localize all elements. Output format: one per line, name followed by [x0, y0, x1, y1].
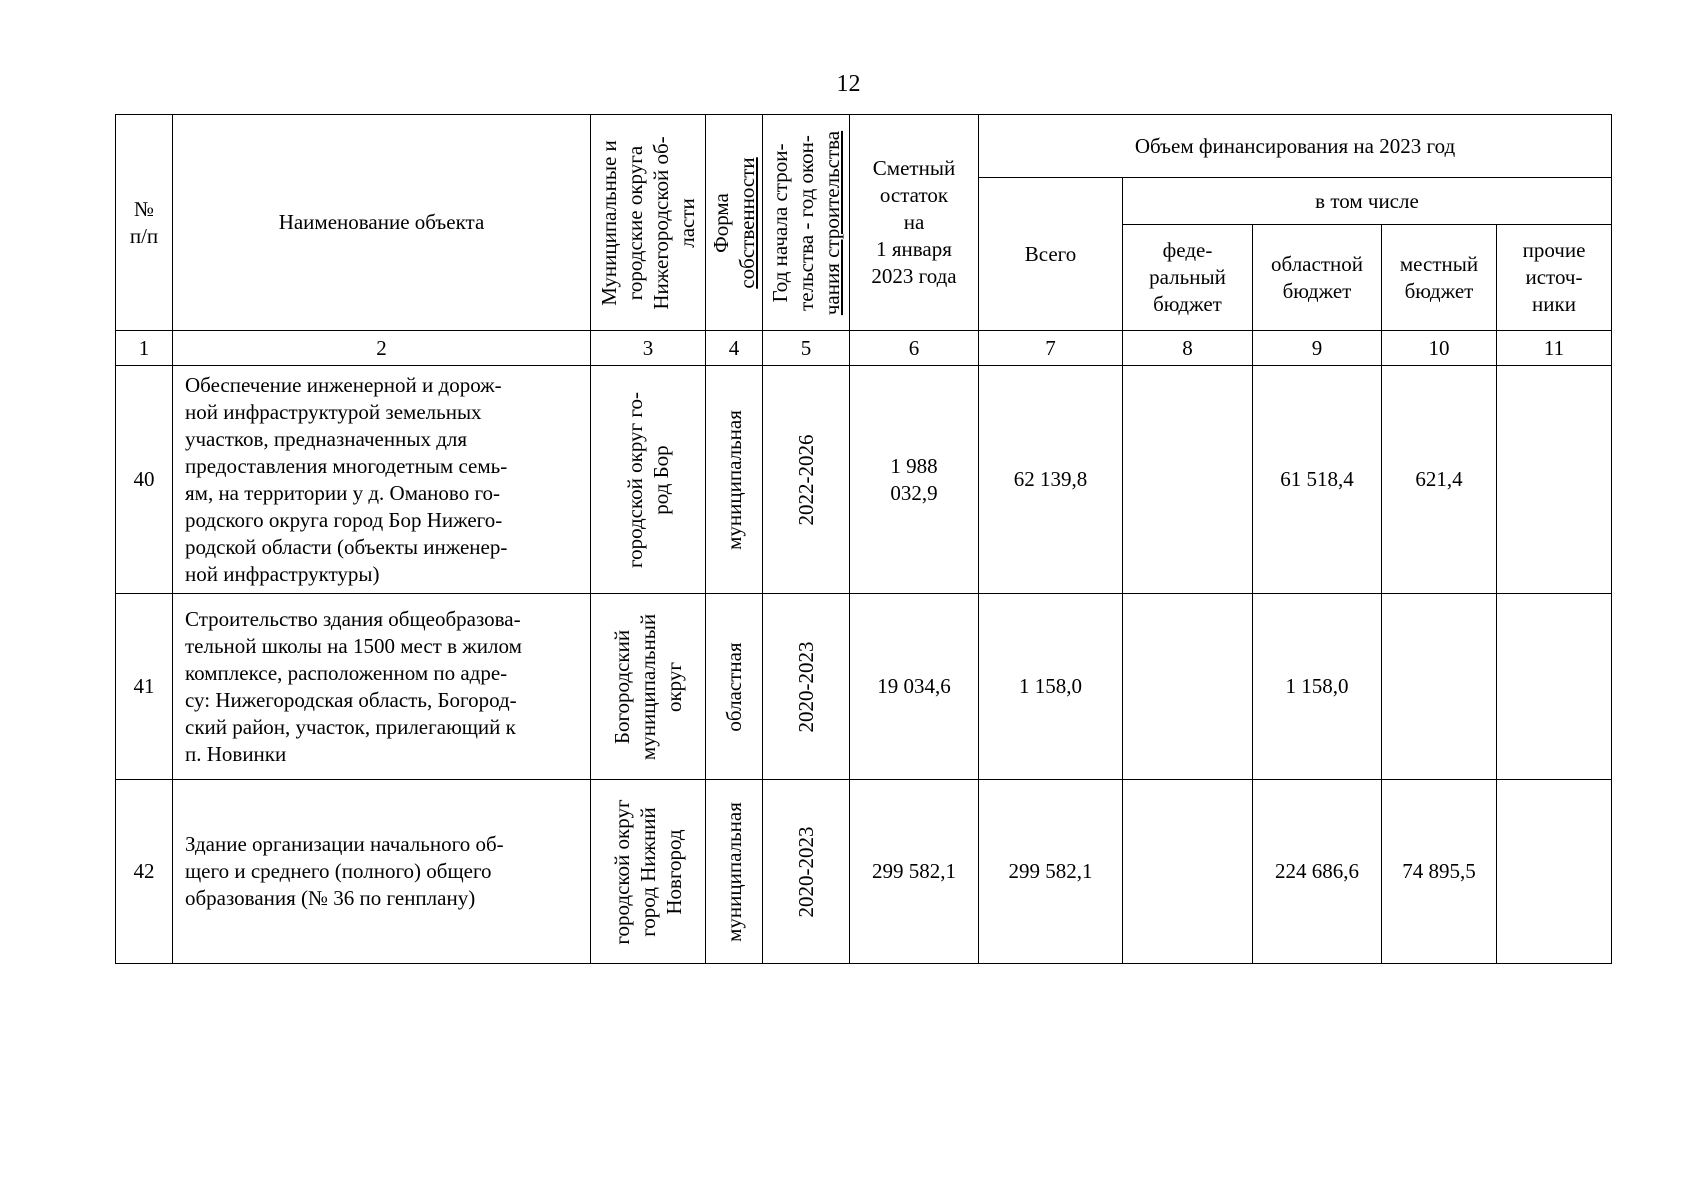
estimated-balance: 19 034,6 — [850, 594, 979, 780]
column-number: 9 — [1253, 331, 1382, 366]
object-name: Здание организации начального об- щего и среднего (полного) общего образования (№ 36 по генплану) — [173, 780, 591, 964]
header-total: Всего — [979, 178, 1123, 331]
table-row — [116, 780, 1612, 964]
object-name: Обеспечение инженерной и дорож- ной инфраструктурой земельных участков, предназначенных для предоставления многодетным семь- ям, на территории у д. Оманово го- родского округа город Бор Нижего- родской области (объекты инженер- ной инфраструктуры) — [173, 366, 591, 594]
district: городской округ го- род Бор — [591, 366, 706, 594]
column-number: 4 — [706, 331, 763, 366]
regional-value: 61 518,4 — [1253, 366, 1382, 594]
ownership: муниципальная — [706, 366, 763, 594]
column-numbers-row — [116, 331, 1612, 366]
federal-value — [1123, 780, 1253, 964]
local-value: 74 895,5 — [1382, 780, 1497, 964]
header-construction-years: Год начала строи- тельства - год окон- чания строительства — [763, 115, 850, 331]
row-number: 41 — [116, 594, 173, 780]
column-number: 6 — [850, 331, 979, 366]
construction-years: 2020-2023 — [763, 594, 850, 780]
total-value: 1 158,0 — [979, 594, 1123, 780]
financing-table — [115, 114, 1612, 964]
page-number: 12 — [836, 71, 861, 97]
column-number: 2 — [173, 331, 591, 366]
ownership: муниципальная — [706, 780, 763, 964]
federal-value — [1123, 366, 1253, 594]
estimated-balance: 299 582,1 — [850, 780, 979, 964]
header-ownership: Форма собственности — [706, 115, 763, 331]
header-funding-title: Объем финансирования на 2023 год — [979, 115, 1612, 178]
other-value — [1497, 366, 1612, 594]
column-number: 11 — [1497, 331, 1612, 366]
total-value: 299 582,1 — [979, 780, 1123, 964]
local-value — [1382, 594, 1497, 780]
federal-value — [1123, 594, 1253, 780]
column-number: 7 — [979, 331, 1123, 366]
other-value — [1497, 780, 1612, 964]
header-estimated-balance: Сметный остаток на 1 января 2023 года — [850, 115, 979, 331]
column-number: 5 — [763, 331, 850, 366]
header-object-name: Наименование объекта — [173, 115, 591, 331]
estimated-balance: 1 988 032,9 — [850, 366, 979, 594]
total-value: 62 139,8 — [979, 366, 1123, 594]
column-number: 1 — [116, 331, 173, 366]
district: Богородский муниципальный округ — [591, 594, 706, 780]
column-number: 10 — [1382, 331, 1497, 366]
construction-years: 2020-2023 — [763, 780, 850, 964]
construction-years: 2022-2026 — [763, 366, 850, 594]
header-including: в том числе — [1123, 178, 1612, 225]
local-value: 621,4 — [1382, 366, 1497, 594]
regional-value: 1 158,0 — [1253, 594, 1382, 780]
row-number: 40 — [116, 366, 173, 594]
regional-value: 224 686,6 — [1253, 780, 1382, 964]
header-federal-budget: феде- ральный бюджет — [1123, 225, 1253, 331]
table-row — [116, 594, 1612, 780]
table-row — [116, 366, 1612, 594]
ownership: областная — [706, 594, 763, 780]
object-name: Строительство здания общеобразова- тельной школы на 1500 мест в жилом комплексе, расположенном по адре- су: Нижегородская область, Богород- ский район, участок, прилегающий к п. Новинки — [173, 594, 591, 780]
header-districts: Муниципальные и городские округа Нижегородской об- ласти — [591, 115, 706, 331]
district: городской округ город Нижний Новгород — [591, 780, 706, 964]
header-number: № п/п — [116, 115, 173, 331]
column-number: 3 — [591, 331, 706, 366]
column-number: 8 — [1123, 331, 1253, 366]
header-regional-budget: областной бюджет — [1253, 225, 1382, 331]
other-value — [1497, 594, 1612, 780]
header-other-sources: прочие источ- ники — [1497, 225, 1612, 331]
header-local-budget: местный бюджет — [1382, 225, 1497, 331]
row-number: 42 — [116, 780, 173, 964]
